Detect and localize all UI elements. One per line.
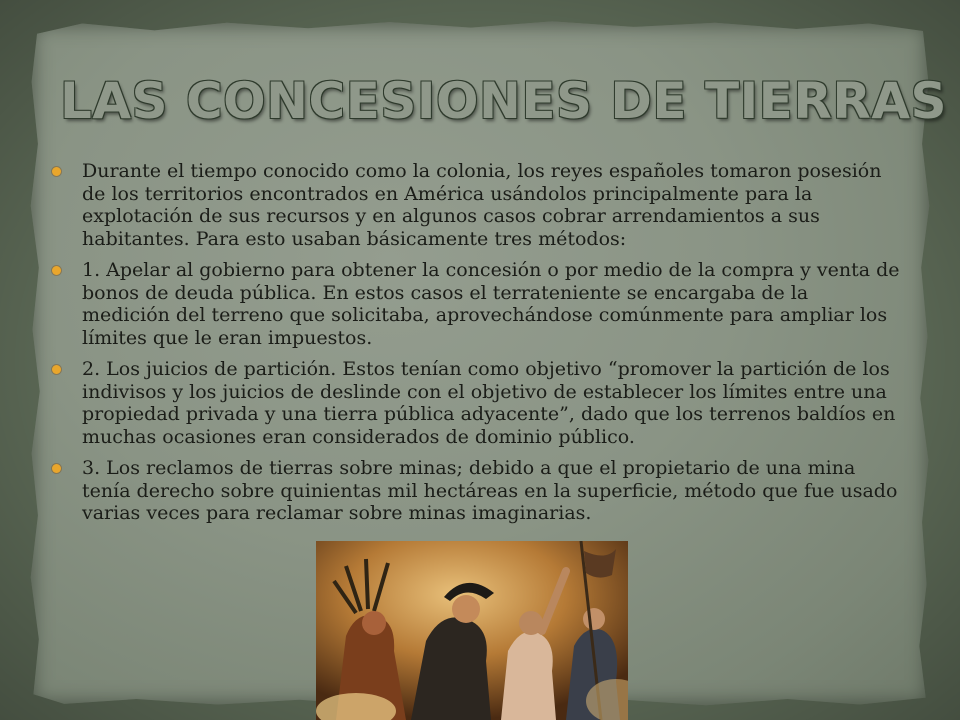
bullet-icon <box>52 266 61 275</box>
list-item <box>44 160 902 250</box>
list-item <box>44 259 902 349</box>
bullet-icon <box>52 464 61 473</box>
historical-painting-image <box>316 541 628 720</box>
bullet-text: 2. Los juicios de partición. Estos tenían como objetivo “promover la partición de los indivisos y los juicios de deslinde con el objetivo de establecer los límites entre una propiedad privada y una tierra pública adyacente”, dado que los terrenos baldíos en muchas ocasiones eran considerados de dominio público. <box>82 358 896 448</box>
slide-title: LAS CONCESIONES DE TIERRAS <box>60 72 948 130</box>
bullet-list <box>44 160 902 534</box>
list-item <box>44 358 902 448</box>
bullet-icon <box>52 167 61 176</box>
bullet-text: 1. Apelar al gobierno para obtener la concesión o por medio de la compra y venta de bonos de deuda pública. En estos casos el terrateniente se encargaba de la medición del terreno que solicitaba, aprovechándose comúnmente para ampliar los límites que le eran impuestos. <box>82 259 900 349</box>
bullet-text: 3. Los reclamos de tierras sobre minas; debido a que el propietario de una mina tenía derecho sobre quinientas mil hectáreas en la superficie, método que fue usado varias veces para reclamar sobre minas imaginarias. <box>82 457 898 524</box>
bullet-icon <box>52 365 61 374</box>
bullet-text: Durante el tiempo conocido como la colonia, los reyes españoles tomaron posesión de los territorios encontrados en América usándolos principalmente para la explotación de sus recursos y en algunos casos cobrar arrendamientos a sus habitantes. Para esto usaban básicamente tres métodos: <box>82 160 882 250</box>
list-item <box>44 457 902 525</box>
